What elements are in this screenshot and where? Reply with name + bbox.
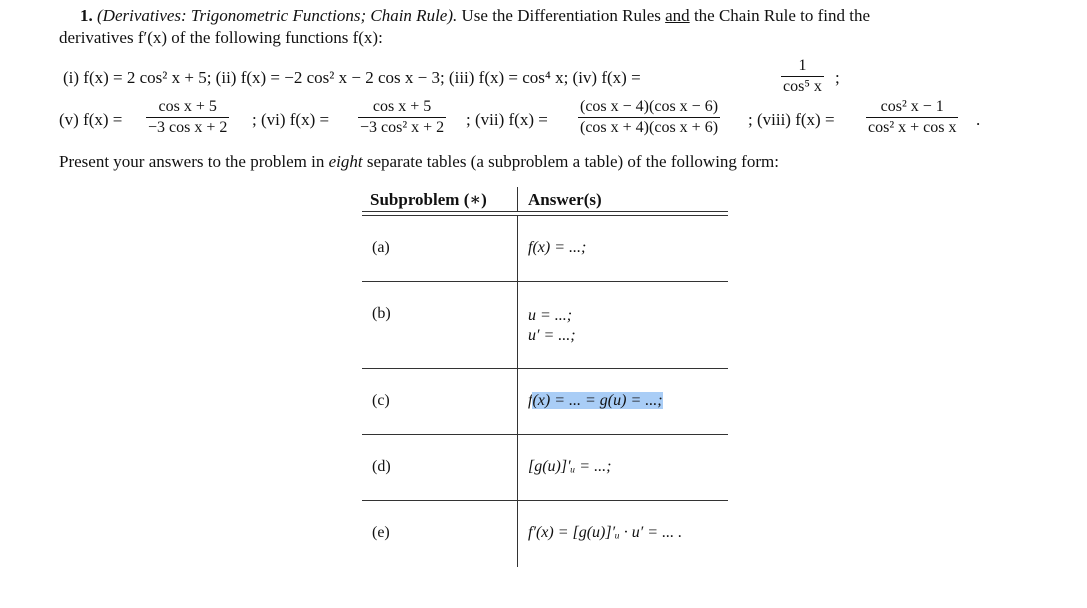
row-e-label: (e) xyxy=(372,524,390,541)
fraction-vi-numerator: cos x + 5 xyxy=(358,97,446,118)
label-viii: ; (viii) f(x) = xyxy=(748,110,835,129)
column-divider xyxy=(517,215,518,567)
fraction-v-numerator: cos x + 5 xyxy=(146,97,229,118)
present-text-b: separate tables (a subproblem a table) of the following form: xyxy=(366,152,779,171)
fraction-iv-numerator: 1 xyxy=(781,56,824,77)
row-a-answer: f(x) = ...; xyxy=(528,239,587,256)
row-d-label: (d) xyxy=(372,458,391,475)
present-text-a: Present your answers to the problem in xyxy=(59,152,325,171)
period-viii: . xyxy=(976,110,981,129)
fraction-vi xyxy=(358,97,446,138)
row-c-answer-highlighted: (x) = ... = g(u) = ...; xyxy=(532,392,663,409)
present-eight: eight xyxy=(328,152,363,171)
label-v: (v) f(x) = xyxy=(59,110,123,129)
row-d-answer: [g(u)]′ᵤ = ...; xyxy=(528,458,612,475)
header-rule-top xyxy=(362,211,728,212)
semicolon-iv: ; xyxy=(835,68,840,87)
row-divider xyxy=(362,500,728,501)
intro-line-2: derivatives f′(x) of the following functions f(x): xyxy=(59,28,383,47)
problem-number: 1. xyxy=(80,6,93,25)
row-c-label: (c) xyxy=(372,392,390,409)
fraction-vii-numerator: (cos x − 4)(cos x − 6) xyxy=(578,97,720,118)
row-c-answer xyxy=(528,392,663,410)
row-divider xyxy=(362,368,728,369)
intro-and: and xyxy=(665,6,690,25)
functions-line-1: (i) f(x) = 2 cos² x + 5; (ii) f(x) = −2 cos² x − 2 cos x − 3; (iii) f(x) = cos⁴ x; (iv) f(x) = xyxy=(63,68,641,87)
fraction-iv xyxy=(781,56,824,97)
fraction-v xyxy=(146,97,229,138)
fraction-vii xyxy=(578,97,720,138)
label-vii: ; (vii) f(x) = xyxy=(466,110,548,129)
problem-heading xyxy=(80,5,870,27)
row-b-answer-u-prime: u′ = ...; xyxy=(528,327,576,344)
fraction-iv-denominator: cos⁵ x xyxy=(783,78,822,95)
present-instruction xyxy=(59,151,779,173)
fraction-v-denominator: −3 cos x + 2 xyxy=(148,119,228,136)
fraction-vii-denominator: (cos x + 4)(cos x + 6) xyxy=(580,119,719,136)
row-b-answer-u: u = ...; xyxy=(528,307,573,324)
fraction-vi-denominator: −3 cos² x + 2 xyxy=(360,119,445,136)
row-a-label: (a) xyxy=(372,239,390,256)
row-b-label: (b) xyxy=(372,305,391,322)
fraction-viii xyxy=(866,97,958,138)
header-subproblem: Subproblem (∗) xyxy=(370,190,487,209)
row-divider xyxy=(362,434,728,435)
fraction-viii-denominator: cos² x + cos x xyxy=(868,119,957,136)
answer-template-table xyxy=(362,187,728,567)
row-e-answer: f′(x) = [g(u)]′ᵤ · u′ = ... . xyxy=(528,524,683,541)
header-rule-bottom xyxy=(362,215,728,216)
label-vi: ; (vi) f(x) = xyxy=(252,110,330,129)
intro-text-b: the Chain Rule to find the xyxy=(693,6,871,25)
problem-topic: (Derivatives: Trigonometric Functions; Chain Rule). xyxy=(97,6,458,25)
intro-text-a: Use the Differentiation Rules xyxy=(461,6,661,25)
header-answers: Answer(s) xyxy=(528,190,602,209)
row-divider xyxy=(362,281,728,282)
fraction-viii-numerator: cos² x − 1 xyxy=(866,97,958,118)
row-c-answer-prefix: f xyxy=(528,392,533,409)
header-divider xyxy=(517,187,518,212)
